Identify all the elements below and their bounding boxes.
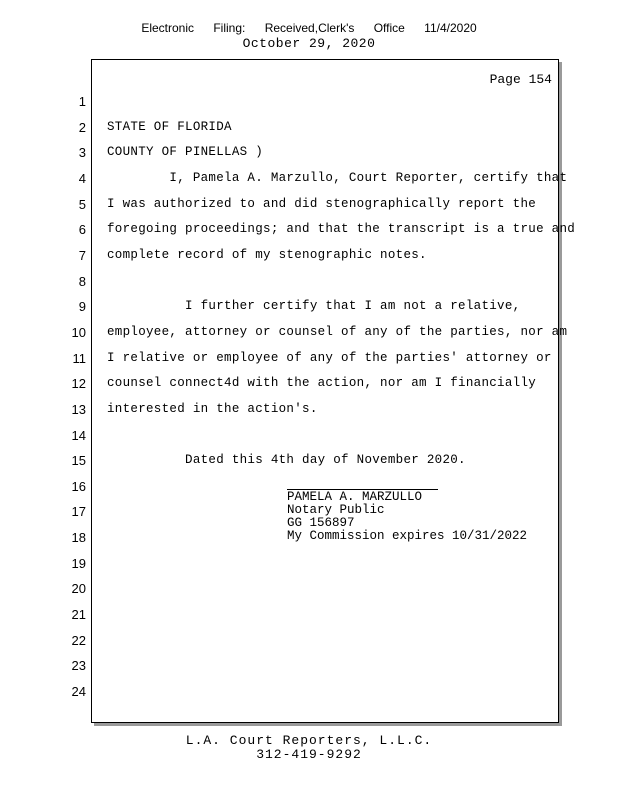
page-number: Page 154 [489,72,552,87]
line-number-14: 14 [71,428,86,443]
line-text-12: counsel connect4d with the action, nor am I financially [107,376,537,390]
line-number-10: 10 [71,325,86,340]
efiling-word-electronic: Electronic [141,21,194,35]
line-text-3: COUNTY OF PINELLAS ) [107,145,264,159]
signature-id: GG 156897 [287,516,355,530]
line-number-16: 16 [71,479,86,494]
line-number-4: 4 [78,171,86,186]
efiling-word-received: Received,Clerk's [264,21,355,35]
line-number-3: 3 [78,145,86,160]
line-number-13: 13 [71,402,86,417]
line-number-12: 12 [71,376,86,391]
line-number-20: 20 [71,581,86,596]
line-number-5: 5 [78,197,86,212]
footer-phone: 312-419-9292 [256,747,362,762]
signature-name: PAMELA A. MARZULLO [287,490,423,504]
line-number-24: 24 [71,684,86,699]
line-text-11: I relative or employee of any of the parties' attorney or [107,351,552,365]
line-number-18: 18 [71,530,86,545]
efiling-word-filing: Filing: [213,21,246,35]
line-text-10: employee, attorney or counsel of any of the parties, nor am [107,325,568,339]
footer-company: L.A. Court Reporters, L.L.C. [185,733,433,748]
line-number-17: 17 [71,504,86,519]
line-text-13: interested in the action's. [107,402,318,416]
line-number-9: 9 [78,299,86,314]
line-text-4: I, Pamela A. Marzullo, Court Reporter, certify that [107,171,568,185]
line-number-15: 15 [71,453,86,468]
line-text-9: I further certify that I am not a relative, [107,299,521,313]
line-text-5: I was authorized to and did stenographically report the [107,197,537,211]
line-text-15: Dated this 4th day of November 2020. [107,453,466,467]
efiling-date: 11/4/2020 [424,21,477,35]
line-number-6: 6 [78,222,86,237]
line-number-19: 19 [71,556,86,571]
line-number-1: 1 [78,94,86,109]
transcript-date: October 29, 2020 [242,36,376,51]
line-text-6: foregoing proceedings; and that the transcript is a true and [107,222,576,236]
signature-commission: My Commission expires 10/31/2022 [287,529,528,543]
line-number-11: 11 [72,351,86,366]
line-number-2: 2 [78,120,86,135]
efiling-stamp [0,21,618,35]
line-number-8: 8 [78,274,86,289]
line-number-23: 23 [71,658,86,673]
line-number-7: 7 [78,248,86,263]
line-text-2: STATE OF FLORIDA [107,120,232,134]
line-number-22: 22 [71,633,86,648]
line-number-21: 21 [71,607,86,622]
signature-title: Notary Public [287,503,385,517]
line-text-7: complete record of my stenographic notes. [107,248,427,262]
efiling-word-office: Office [373,21,405,35]
